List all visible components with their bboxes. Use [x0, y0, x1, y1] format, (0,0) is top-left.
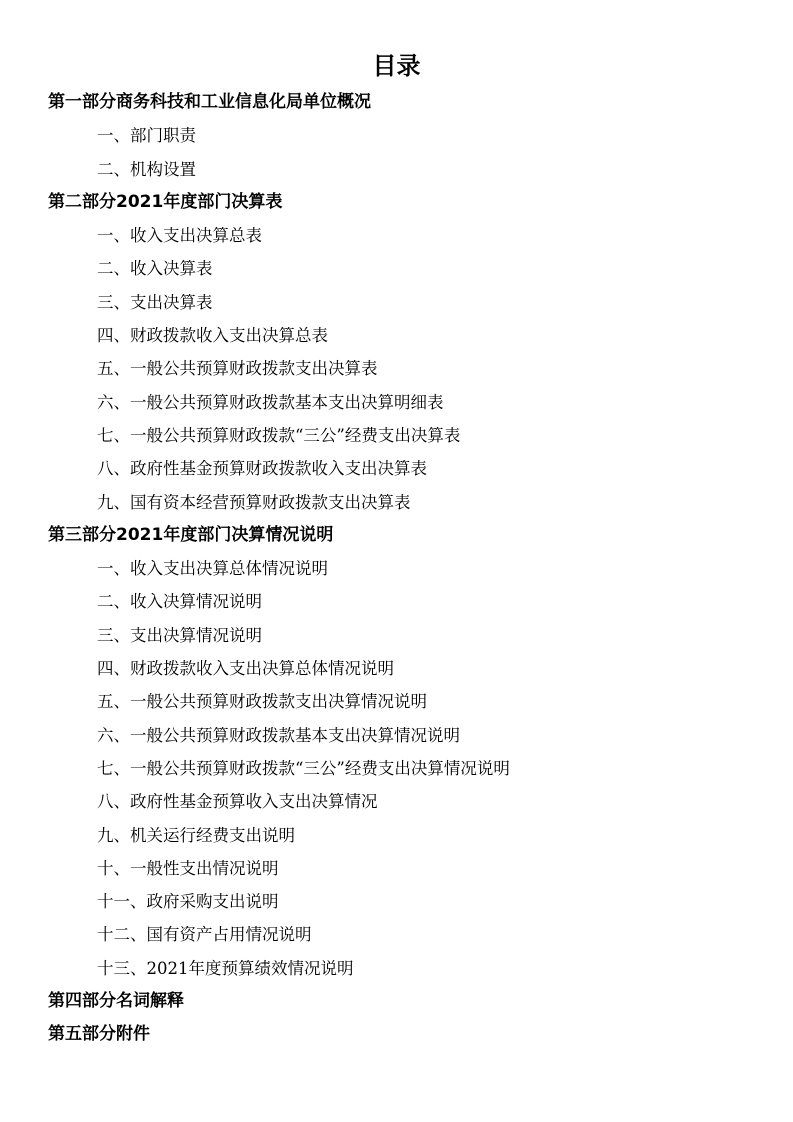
toc-item: 一、收入支出决算总表	[97, 226, 262, 246]
toc-item: 八、政府性基金预算收入支出决算情况	[97, 792, 378, 812]
toc-item: 六、一般公共预算财政拨款基本支出决算情况说明	[97, 725, 460, 745]
toc-item: 十、一般性支出情况说明	[97, 858, 279, 878]
toc-item: 二、收入决算情况说明	[97, 592, 262, 612]
toc-item: 九、国有资本经营预算财政拨款支出决算表	[97, 492, 411, 512]
toc-section-heading: 第四部分名词解释	[48, 991, 184, 1012]
toc-section-heading: 第二部分2021年度部门决算表	[48, 191, 283, 212]
toc-item: 十二、国有资产占用情况说明	[97, 925, 312, 945]
toc-item: 二、机构设置	[97, 159, 196, 179]
toc-section-heading: 第一部分商务科技和工业信息化局单位概况	[48, 92, 371, 112]
toc-item: 六、一般公共预算财政拨款基本支出决算明细表	[97, 392, 444, 412]
toc-item: 十一、政府采购支出说明	[97, 892, 279, 912]
toc-section-heading: 第三部分2021年度部门决算情况说明	[48, 524, 334, 545]
toc-item: 一、部门职责	[97, 126, 196, 146]
toc-item: 二、收入决算表	[97, 259, 213, 279]
toc-item: 七、一般公共预算财政拨款“三公”经费支出决算情况说明	[97, 758, 510, 778]
toc-section-heading: 第五部分附件	[48, 1024, 150, 1045]
toc-item: 四、财政拨款收入支出决算总表	[97, 326, 328, 346]
toc-item: 四、财政拨款收入支出决算总体情况说明	[97, 659, 394, 679]
toc-item: 五、一般公共预算财政拨款支出决算表	[97, 359, 378, 379]
table-of-contents	[0, 86, 793, 1052]
toc-item: 三、支出决算表	[97, 292, 213, 312]
toc-item: 十三、2021年度预算绩效情况说明	[97, 958, 354, 978]
toc-item: 三、支出决算情况说明	[97, 625, 262, 645]
toc-item: 一、收入支出决算总体情况说明	[97, 559, 328, 579]
toc-item: 七、一般公共预算财政拨款“三公”经费支出决算表	[97, 425, 461, 445]
toc-item: 八、政府性基金预算财政拨款收入支出决算表	[97, 459, 427, 479]
page-title: 目录	[372, 52, 421, 80]
toc-item: 九、机关运行经费支出说明	[97, 825, 295, 845]
toc-item: 五、一般公共预算财政拨款支出决算情况说明	[97, 692, 427, 712]
